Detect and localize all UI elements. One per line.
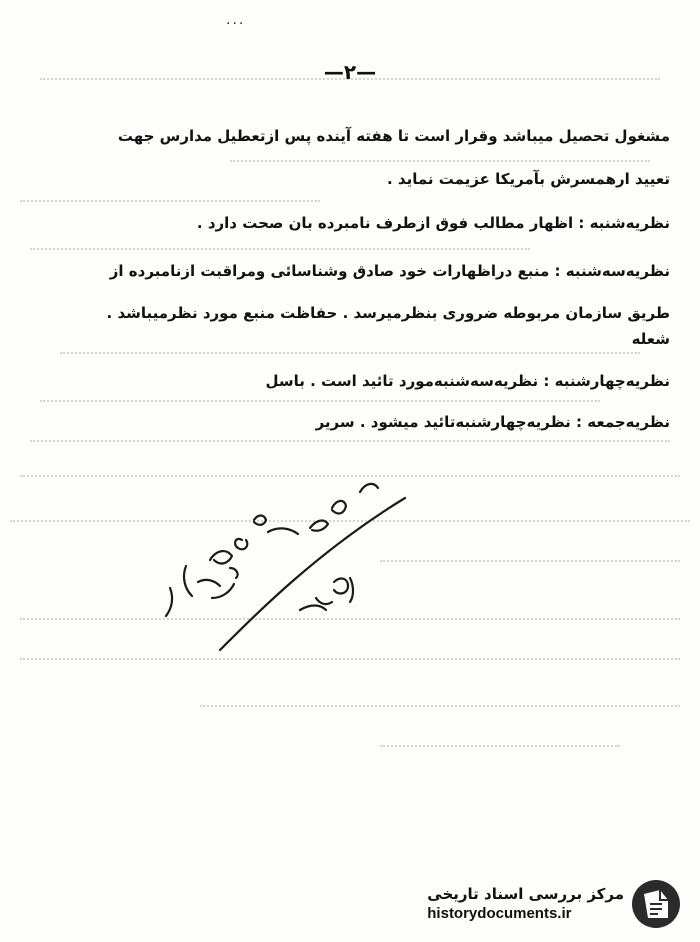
- document-center-logo-icon: [630, 878, 682, 930]
- typed-line: شعله: [631, 330, 670, 348]
- footer-url: historydocuments.ir: [427, 905, 572, 922]
- scan-noise-line: [230, 160, 650, 164]
- footer-title: مرکز بررسی اسناد تاریخی: [427, 885, 624, 903]
- handwritten-signature: [150, 470, 420, 660]
- top-marks: ...: [226, 12, 246, 28]
- scan-noise-line: [30, 440, 670, 444]
- scan-noise-line: [380, 745, 620, 749]
- typed-line: نظریه‌جمعه : نظریه‌چهارشنبه‌تائید میشود . سریر: [315, 413, 670, 431]
- footer-text: [427, 884, 624, 924]
- scan-noise-line: [60, 352, 640, 356]
- typed-line: مشغول تحصیل میباشد وقرار است تا هفته آینده پس ازتعطیل مدارس جهت: [117, 127, 670, 145]
- scan-noise-line: [40, 400, 600, 404]
- typed-line: نظریه‌سه‌شنبه : منبع دراظهارات خود صادق وشناسائی ومراقبت ازنامبرده از: [109, 262, 670, 280]
- scan-noise-line: [200, 705, 680, 709]
- typed-line: تعیید ارهمسرش بآمریکا عزیمت نماید .: [387, 170, 670, 188]
- scan-noise-line: [20, 200, 320, 204]
- typed-line: نظریه‌شنبه : اظهار مطالب فوق ازطرف نامبرده بان صحت دارد .: [196, 214, 670, 232]
- scan-noise-line: [380, 560, 680, 564]
- typed-line: نظریه‌چهارشنبه : نظریه‌سه‌شنبه‌مورد تائید است . باسل: [265, 372, 670, 390]
- footer-watermark: [427, 876, 682, 932]
- typed-line: طریق سازمان مربوطه ضروری بنظرمیرسد . حفاظت منبع مورد نظرمیباشد .: [106, 304, 670, 322]
- page-number: —۲—: [323, 60, 377, 84]
- scan-noise-line: [30, 248, 530, 252]
